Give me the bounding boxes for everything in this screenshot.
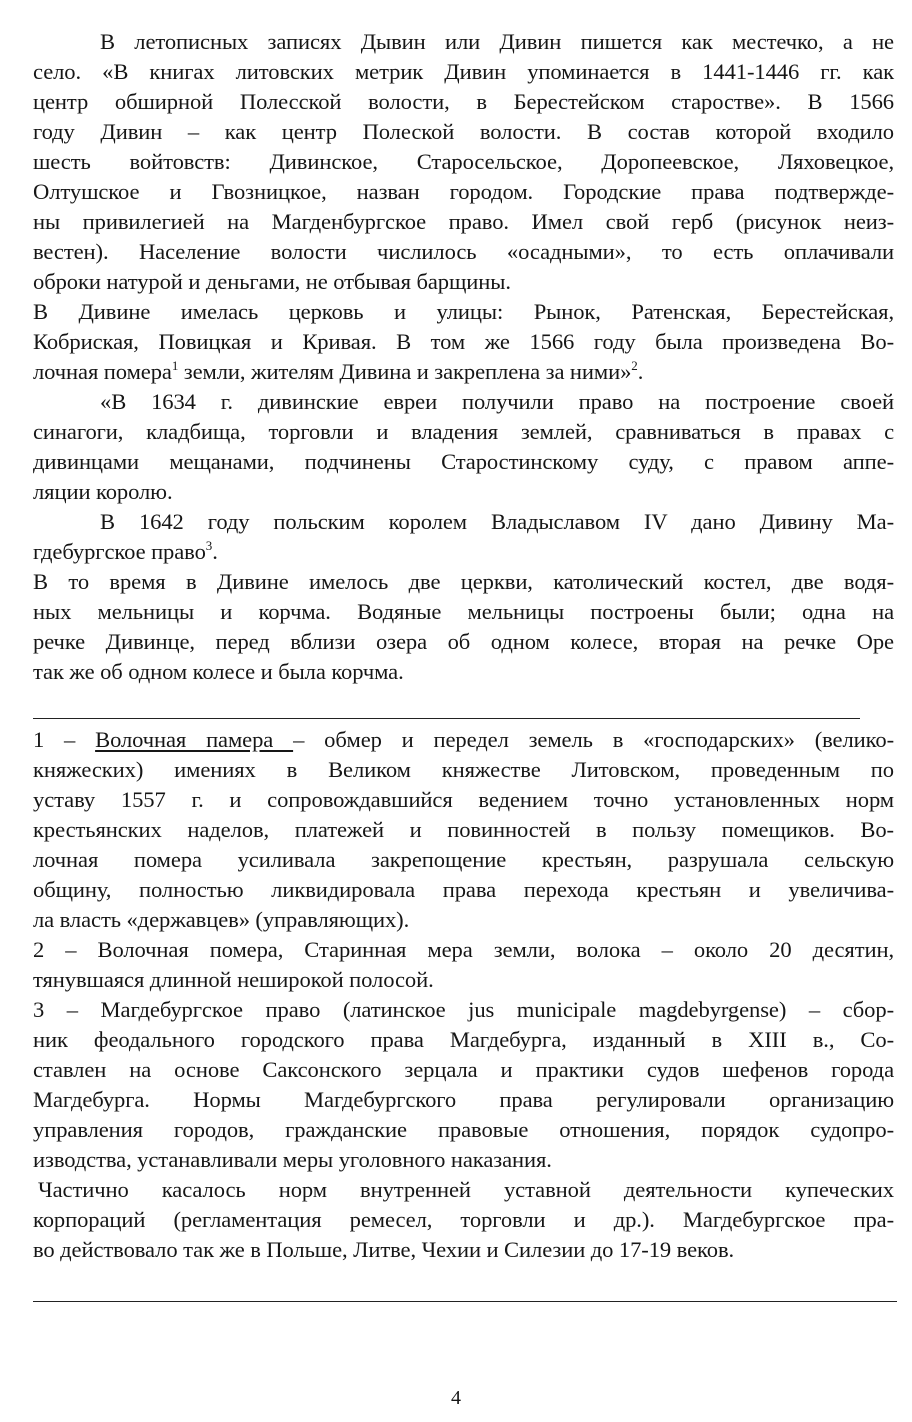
text-line: речке Дивинце, перед вблизи озера об одном колесе, вторая на речке Оре	[33, 629, 894, 654]
text-line: В то время в Дивине имелось две церкви, католический костел, две водя-	[33, 569, 894, 594]
page-number: 4	[451, 1387, 461, 1409]
footnote-1-line	[33, 725, 894, 755]
footnote-line: Магдебурга. Нормы Магдебургского права регулировали организацию	[33, 1087, 894, 1112]
text-line: так же об одном колесе и была корчма.	[33, 659, 404, 684]
footnote-term: Волочная памера	[95, 727, 294, 752]
text-line: ляции королю.	[33, 479, 173, 504]
text-fragment: земли, жителям Дивина и закреплена за ними»	[183, 359, 632, 384]
footnote-line: лочная помера усиливала закрепощение крестьян, разрушала сельскую	[33, 847, 894, 872]
text-line: В летописных записях Дывин или Дивин пишется как местечко, а не	[100, 29, 894, 54]
footnote-line: Частично касалось норм внутренней уставной деятельности купеческих	[38, 1177, 894, 1202]
text-fragment: .	[212, 539, 218, 564]
bottom-separator	[33, 1301, 897, 1302]
footnote-line: тянувшаяся длинной неширокой полосой.	[33, 967, 434, 992]
text-line: ных мельницы и корчма. Водяные мельницы построены были; одна на	[33, 599, 894, 624]
text-fragment: .	[637, 359, 644, 384]
text-line: вестен). Население волости числилось «осадными», то есть оплачивали	[33, 239, 894, 264]
footnote-ref-2[interactable]: 2	[631, 358, 638, 373]
footnote-2-line: 2 – Волочная помера, Старинная мера земли, волока – около 20 десятин,	[33, 937, 894, 962]
footnote-ref-1[interactable]: 1	[171, 358, 179, 373]
text-line: Кобриская, Повицкая и Кривая. В том же 1566 году была произведена Во-	[33, 329, 894, 354]
text-line: Олтушское и Гвозницкое, назван городом. Городские права подтвержде-	[33, 179, 894, 204]
text-line: шесть войтовств: Дивинское, Старосельское, Доропеевское, Ляховецкое,	[33, 149, 894, 174]
text-fragment: – обмер и передел земель в «господарских» (велико-	[293, 727, 894, 752]
footnote-line: управления городов, гражданские правовые отношения, порядок судопро-	[33, 1117, 894, 1142]
footnote-ref-3[interactable]: 3	[205, 538, 213, 553]
footnote-line: крестьянских наделов, платежей и повинностей в пользу помещиков. Во-	[33, 817, 894, 842]
text-fragment: лочная помера	[33, 359, 172, 384]
footnote-3-line: 3 – Магдебургское право (латинское jus municipale magdebyrgense) – сбор-	[33, 997, 894, 1022]
footnote-line: уставу 1557 г. и сопровождавшийся ведением точно установленных норм	[33, 787, 894, 812]
footnote-separator	[33, 718, 860, 719]
footnote-line: общину, полностью ликвидировала права перехода крестьян и увеличива-	[33, 877, 894, 902]
text-line: синагоги, кладбища, торговли и владения землей, сравниваться в правах с	[33, 419, 894, 444]
text-line: центр обширной Полесской волости, в Берестейском старостве». В 1566	[33, 89, 894, 114]
footnote-line: корпораций (регламентация ремесел, торговли и др.). Магдебургское пра-	[33, 1207, 894, 1232]
footnote-line: княжеских) имениях в Великом княжестве Литовском, проведенным по	[33, 757, 894, 782]
text-line: В Дивине имелась церковь и улицы: Рынок, Ратенская, Берестейская,	[33, 299, 894, 324]
text-fragment: гдебургское право	[33, 539, 206, 564]
text-line: году Дивин – как центр Полеской волости. В состав которой входило	[33, 119, 894, 144]
text-line: село. «В книгах литовских метрик Дивин упоминается в 1441-1446 гг. как	[33, 59, 894, 84]
text-line	[33, 537, 894, 567]
text-line: оброки натурой и деньгами, не отбывая барщины.	[33, 269, 511, 294]
footnote-number: 1 –	[33, 727, 96, 752]
footnote-line: изводства, устанавливали меры уголовного наказания.	[33, 1147, 552, 1172]
footnote-line: ставлен на основе Саксонского зерцала и практики судов шефенов города	[33, 1057, 894, 1082]
text-line: «В 1634 г. дивинские евреи получили право на построение своей	[100, 389, 894, 414]
footnote-line: ла власть «державцев» (управляющих).	[33, 907, 410, 932]
footnote-line: во действовало так же в Польше, Литве, Чехии и Силезии до 17-19 веков.	[33, 1237, 735, 1262]
footnotes	[33, 725, 894, 1265]
text-line: В 1642 году польским королем Владыславом IV дано Дивину Ма-	[100, 509, 894, 534]
text-line	[33, 357, 894, 387]
main-text	[33, 27, 894, 687]
text-line: ны привилегией на Магденбургское право. Имел свой герб (рисунок неиз-	[33, 209, 894, 234]
text-line: дивинцами мещанами, подчинены Старостинскому суду, с правом аппе-	[33, 449, 894, 474]
footnote-line: ник феодального городского права Магдебурга, изданный в XIII в., Со-	[33, 1027, 894, 1052]
